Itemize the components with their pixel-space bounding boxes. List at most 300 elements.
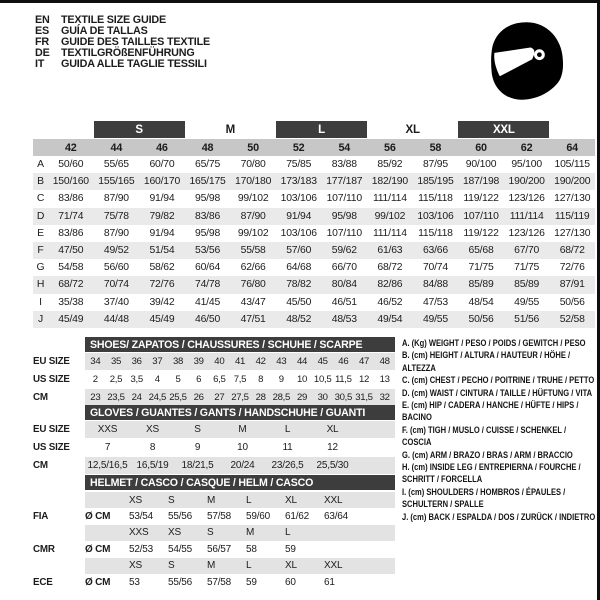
measure-value: 63/66 bbox=[422, 245, 448, 257]
helmet-size: M bbox=[207, 494, 216, 506]
shoes-rows-us-size bbox=[33, 371, 395, 388]
size-value: 37 bbox=[152, 356, 163, 367]
measure-value: 190/200 bbox=[554, 176, 591, 188]
size-value: 29 bbox=[296, 392, 308, 403]
size-value: 6,5 bbox=[213, 374, 226, 385]
measure-value: 66/70 bbox=[331, 262, 357, 274]
legend-item-b: B. (cm) HEIGHT / ALTURA / HAUTEUR / HÖHE / ALTEZZA bbox=[402, 350, 571, 373]
unit-spacer bbox=[85, 492, 129, 508]
textile-size-table bbox=[33, 121, 595, 328]
measure-value: 60/64 bbox=[195, 262, 221, 274]
row-label: US SIZE bbox=[33, 374, 70, 385]
size-value: 30 bbox=[317, 392, 328, 403]
measure-value: 90/100 bbox=[465, 159, 497, 171]
language-row bbox=[35, 59, 210, 70]
helmet-value: 60 bbox=[285, 576, 296, 588]
measure-value: 48/54 bbox=[468, 296, 494, 308]
language-code: FR bbox=[35, 35, 49, 48]
helmet-size: S bbox=[168, 494, 175, 506]
measure-value: 150/160 bbox=[52, 176, 89, 188]
row-values bbox=[85, 457, 395, 474]
measure-value: 87/90 bbox=[103, 227, 129, 239]
size-value: 26 bbox=[193, 392, 204, 403]
legend-item-a: A. (Kg) WEIGHT / PESO / POIDS / GEWITCH / PESO bbox=[402, 338, 586, 348]
size-value: 35 bbox=[110, 356, 122, 367]
measure-value: 76/80 bbox=[240, 279, 266, 291]
helmet-values bbox=[85, 574, 395, 590]
measure-value: 67/70 bbox=[514, 245, 540, 257]
row-label: CM bbox=[33, 460, 48, 471]
measure-value: 103/106 bbox=[280, 227, 317, 239]
measure-value: 190/200 bbox=[508, 176, 545, 188]
row-values bbox=[85, 421, 395, 438]
measure-value: 107/110 bbox=[463, 210, 499, 222]
measure-row-g bbox=[33, 259, 595, 276]
measure-row-d bbox=[33, 208, 595, 225]
measure-value: 41/45 bbox=[195, 296, 221, 308]
helmet-size-row-ece bbox=[33, 558, 395, 574]
measure-value: 78/82 bbox=[286, 279, 312, 291]
measure-value: 155/165 bbox=[98, 176, 135, 188]
language-code: IT bbox=[35, 58, 45, 71]
measure-letter: I bbox=[39, 296, 42, 308]
measure-value: 127/130 bbox=[554, 227, 591, 239]
measure-value: 39/42 bbox=[149, 296, 175, 308]
size-value: 48 bbox=[379, 356, 390, 367]
size-value: 10,5 bbox=[313, 374, 332, 385]
helmet-value: 53 bbox=[129, 576, 140, 588]
gloves-rows bbox=[33, 421, 395, 474]
measure-value: 99/102 bbox=[237, 227, 269, 239]
measure-value: 119/122 bbox=[463, 227, 499, 239]
measure-value: 48/53 bbox=[331, 313, 357, 325]
size-value: 12 bbox=[358, 374, 370, 385]
standard-label: FIA bbox=[33, 511, 49, 523]
helmet-size: L bbox=[246, 494, 252, 506]
measure-value: 54/58 bbox=[58, 262, 84, 274]
row-values bbox=[85, 439, 395, 456]
size-value: 42 bbox=[255, 356, 266, 367]
shoes-section bbox=[33, 337, 395, 406]
helmet-value-row-fia bbox=[33, 508, 395, 524]
numeric-size: 42 bbox=[64, 141, 77, 154]
measure-value: 60/70 bbox=[149, 159, 175, 171]
standard-label: ECE bbox=[33, 576, 53, 588]
measure-value: 83/86 bbox=[58, 193, 84, 205]
size-group-bars bbox=[33, 121, 595, 138]
helmet-value: 55/56 bbox=[168, 576, 193, 588]
measure-value: 58/62 bbox=[149, 262, 175, 274]
measure-value: 47/50 bbox=[58, 245, 84, 257]
measure-value: 111/114 bbox=[372, 193, 407, 205]
helmet-value: 59/60 bbox=[246, 511, 271, 523]
helmet-size-labels bbox=[85, 525, 395, 541]
measure-value: 49/52 bbox=[103, 245, 129, 257]
measure-value: 49/55 bbox=[514, 296, 540, 308]
numeric-size: 44 bbox=[110, 141, 123, 154]
helmet-size bbox=[324, 525, 363, 541]
measure-row-f bbox=[33, 242, 595, 259]
measure-letter: G bbox=[36, 262, 45, 274]
measure-value: 85/89 bbox=[514, 279, 540, 291]
measure-value: 127/130 bbox=[554, 193, 591, 205]
measure-value: 95/98 bbox=[195, 227, 221, 239]
measure-value: 87/90 bbox=[240, 210, 266, 222]
measure-value: 111/114 bbox=[372, 227, 407, 239]
measure-value: 74/78 bbox=[195, 279, 221, 291]
measure-value: 79/82 bbox=[149, 210, 175, 222]
diameter-unit: Ø CM bbox=[85, 543, 111, 555]
measure-value: 70/74 bbox=[422, 262, 448, 274]
helmet-size: L bbox=[246, 560, 252, 572]
measure-value: 95/100 bbox=[511, 159, 542, 171]
size-value: 10 bbox=[296, 374, 308, 385]
size-value: 8 bbox=[149, 442, 156, 453]
gloves-rows-cm bbox=[33, 457, 395, 474]
size-value: S bbox=[194, 424, 201, 435]
helmet-size: XXL bbox=[324, 560, 343, 572]
row-values bbox=[85, 371, 395, 388]
size-group-l: L bbox=[276, 121, 367, 138]
row-label-empty bbox=[33, 525, 85, 541]
shoes-rows-cm bbox=[33, 389, 395, 406]
standard-label: CMR bbox=[33, 543, 55, 555]
numeric-size: 54 bbox=[338, 141, 351, 154]
helmet-size: S bbox=[168, 560, 175, 572]
helmet-size: XS bbox=[129, 494, 142, 506]
numeric-size: 46 bbox=[156, 141, 168, 154]
row-values bbox=[85, 389, 395, 406]
helmet-size: XXS bbox=[129, 527, 149, 539]
measure-value: 68/72 bbox=[377, 262, 403, 274]
size-value: L bbox=[284, 424, 291, 435]
helmet-size: M bbox=[246, 527, 255, 539]
measure-value: 91/94 bbox=[149, 193, 175, 205]
measure-value: 75/85 bbox=[286, 159, 312, 171]
size-value: 7 bbox=[104, 442, 111, 453]
measure-value: 177/187 bbox=[326, 176, 363, 188]
helmet-value-row-ece bbox=[33, 574, 395, 590]
measure-value: 62/66 bbox=[240, 262, 266, 274]
shoes-rows bbox=[33, 353, 395, 406]
row-values bbox=[85, 353, 395, 370]
measure-value: 103/106 bbox=[280, 193, 317, 205]
helmet-value: 56/57 bbox=[207, 543, 232, 555]
size-value: 25,5/30 bbox=[316, 460, 349, 471]
measure-value: 95/98 bbox=[331, 210, 357, 222]
measure-value: 46/50 bbox=[195, 313, 221, 325]
size-value: 30,5 bbox=[334, 392, 353, 403]
helmet-value: 53/54 bbox=[129, 511, 154, 523]
legend-item-g: G. (cm) ARM / BRAZO / BRAS / ARM / BRACCIO bbox=[402, 449, 573, 460]
measure-value: 115/118 bbox=[418, 227, 453, 239]
size-value: 27,5 bbox=[231, 392, 249, 403]
measure-row-a bbox=[33, 156, 595, 173]
measure-value: 47/53 bbox=[422, 296, 448, 308]
helmet-size: XS bbox=[129, 560, 142, 572]
size-value: 25,5 bbox=[169, 392, 187, 403]
size-group-xxl: XXL bbox=[458, 121, 549, 138]
size-value: 7,5 bbox=[233, 374, 247, 385]
size-value: 9 bbox=[194, 442, 201, 453]
helmet-size: XL bbox=[285, 494, 297, 506]
size-value: 23 bbox=[90, 392, 101, 403]
measure-value: 70/74 bbox=[103, 279, 129, 291]
measure-value: 99/102 bbox=[374, 210, 406, 222]
size-value: 2,5 bbox=[109, 374, 123, 385]
helmet-value: 61 bbox=[324, 576, 335, 588]
measure-value: 83/88 bbox=[331, 159, 357, 171]
measure-value: 45/49 bbox=[58, 313, 84, 325]
helmet-value: 55/56 bbox=[168, 511, 193, 523]
size-value: 24 bbox=[131, 392, 142, 403]
measure-value: 68/72 bbox=[58, 279, 84, 291]
measure-value: 44/48 bbox=[103, 313, 129, 325]
size-value: M bbox=[238, 424, 247, 435]
size-value: XXS bbox=[97, 424, 118, 435]
measure-value: 70/80 bbox=[240, 159, 266, 171]
size-value: 18/21,5 bbox=[181, 460, 214, 471]
row-label: EU SIZE bbox=[33, 356, 70, 367]
legend-item-d: D. (cm) WAIST / CINTURA / TAILLE / HÜFTUNG / VITA bbox=[402, 387, 593, 398]
language-row bbox=[35, 36, 210, 47]
measure-row-c bbox=[33, 190, 595, 207]
helmet-value: 54/55 bbox=[168, 543, 193, 555]
size-value: 5 bbox=[175, 374, 181, 385]
measure-value: 65/68 bbox=[468, 245, 494, 257]
language-row bbox=[35, 25, 210, 36]
measure-value: 83/86 bbox=[195, 210, 221, 222]
size-group-xl: XL bbox=[405, 123, 420, 136]
gloves-rows-us-size bbox=[33, 439, 395, 456]
measure-letter: A bbox=[37, 159, 44, 171]
row-label-empty bbox=[33, 558, 85, 574]
measure-value: 72/76 bbox=[149, 279, 175, 291]
measure-value: 46/51 bbox=[331, 296, 357, 308]
measure-value: 85/92 bbox=[377, 159, 403, 171]
helmet-size: XXL bbox=[324, 494, 343, 506]
numeric-size: 56 bbox=[384, 141, 396, 154]
size-value: 8 bbox=[258, 374, 264, 385]
helmet-value: 59 bbox=[246, 576, 257, 588]
size-value: 12,5/16,5 bbox=[87, 460, 128, 471]
row-label: US SIZE bbox=[33, 442, 70, 453]
size-value: 27 bbox=[214, 392, 225, 403]
helmet-size: S bbox=[207, 527, 214, 539]
measure-value: 160/170 bbox=[143, 176, 181, 188]
helmet-value: 61/62 bbox=[285, 511, 310, 523]
shoes-rows-eu-size bbox=[33, 353, 395, 370]
measure-value: 53/56 bbox=[195, 245, 221, 257]
unit-spacer bbox=[85, 525, 129, 541]
helmet-size: L bbox=[285, 527, 291, 539]
legend-item-h: H. (cm) INSIDE LEG / ENTREPIERNA / FOURCHE / SCHRITT / FORCELLA bbox=[402, 462, 581, 485]
measure-value: 45/50 bbox=[286, 296, 312, 308]
helmet-value: 52/53 bbox=[129, 543, 154, 555]
measure-value: 107/110 bbox=[326, 193, 362, 205]
size-value: 2 bbox=[92, 374, 98, 385]
size-value: 28 bbox=[255, 392, 266, 403]
gloves-section bbox=[33, 405, 395, 474]
measure-value: 91/94 bbox=[286, 210, 312, 222]
size-value: 6 bbox=[196, 374, 202, 385]
numeric-size: 60 bbox=[475, 141, 487, 154]
legend-item-i: I. (cm) SHOULDERS / HOMBROS / ÉPAULES / SCHULTERN / SPALLE bbox=[402, 486, 566, 510]
diameter-unit: Ø CM bbox=[85, 511, 111, 523]
helmet-value: 63/64 bbox=[324, 511, 349, 523]
size-value: 9 bbox=[278, 374, 284, 385]
measurement-legend bbox=[402, 337, 597, 523]
size-value: 11 bbox=[282, 442, 293, 453]
size-value: 23/26,5 bbox=[271, 460, 304, 471]
measure-value: 99/102 bbox=[237, 193, 269, 205]
helmet-size: XL bbox=[285, 560, 297, 572]
size-value: 38 bbox=[172, 356, 184, 367]
measure-value: 123/126 bbox=[508, 193, 545, 205]
measure-value: 35/38 bbox=[58, 296, 84, 308]
size-value: 28,5 bbox=[272, 392, 291, 403]
measure-value: 55/58 bbox=[240, 245, 266, 257]
numeric-size: 64 bbox=[566, 141, 578, 154]
size-value: 46 bbox=[338, 356, 349, 367]
language-code: EN bbox=[35, 13, 50, 26]
legend-item-j: J. (cm) BACK / ESPALDA / DOS / ZURÜCK / INDIETRO bbox=[402, 511, 596, 522]
measure-letter: C bbox=[36, 193, 45, 205]
measure-value: 47/51 bbox=[240, 313, 266, 325]
numeric-size: 48 bbox=[201, 141, 214, 154]
measure-value: 52/58 bbox=[559, 313, 585, 325]
measure-value: 51/54 bbox=[149, 245, 175, 257]
measure-value: 64/68 bbox=[286, 262, 312, 274]
measure-value: 56/60 bbox=[103, 262, 129, 274]
measure-value: 49/55 bbox=[422, 313, 448, 325]
size-value: 16,5/19 bbox=[136, 460, 169, 471]
measure-value: 87/91 bbox=[559, 279, 585, 291]
size-value: 34 bbox=[90, 356, 101, 367]
measure-value: 85/89 bbox=[468, 279, 494, 291]
size-value: 31,5 bbox=[355, 392, 373, 403]
helmet-size: XS bbox=[168, 527, 181, 539]
language-title-text: GUIDE DES TAILLES TEXTILE bbox=[61, 35, 210, 48]
helmet-rows bbox=[33, 492, 395, 590]
measure-value: 71/74 bbox=[58, 210, 84, 222]
measure-value: 72/76 bbox=[559, 262, 585, 274]
measure-value: 87/95 bbox=[422, 159, 448, 171]
measure-row-h bbox=[33, 276, 595, 293]
language-row bbox=[35, 14, 210, 25]
measure-value: 170/180 bbox=[235, 176, 272, 188]
row-label: EU SIZE bbox=[33, 424, 70, 435]
legend-item-e: E. (cm) HIP / CADERA / HANCHE / HÜFTE / HIPS / BACINO bbox=[402, 400, 579, 423]
size-value: 47 bbox=[358, 356, 370, 367]
measure-row-e bbox=[33, 225, 595, 242]
size-value: 32 bbox=[379, 392, 390, 403]
helmet-value: 59 bbox=[285, 543, 296, 555]
measure-value: 50/56 bbox=[468, 313, 494, 325]
size-value: 11,5 bbox=[334, 374, 352, 385]
measure-value: 71/75 bbox=[468, 262, 494, 274]
measure-value: 82/86 bbox=[377, 279, 403, 291]
measure-value: 111/114 bbox=[509, 210, 544, 222]
measure-value: 105/115 bbox=[554, 159, 590, 171]
language-title-text: TEXTILE SIZE GUIDE bbox=[61, 13, 166, 26]
language-title-list bbox=[35, 14, 210, 70]
size-value: 24,5 bbox=[148, 392, 167, 403]
measure-letter: D bbox=[36, 210, 45, 222]
size-value: 3,5 bbox=[130, 374, 143, 385]
helmet-size-labels bbox=[85, 558, 395, 574]
diameter-unit: Ø CM bbox=[85, 576, 111, 588]
measure-value: 182/190 bbox=[371, 176, 408, 188]
size-value: 41 bbox=[234, 356, 246, 367]
numeric-size-row bbox=[33, 139, 595, 156]
numeric-size: 62 bbox=[520, 141, 533, 154]
size-value: 36 bbox=[131, 356, 142, 367]
measure-value: 185/195 bbox=[417, 176, 454, 188]
size-value: 44 bbox=[296, 356, 308, 367]
helmet-value-row-cmr bbox=[33, 541, 395, 557]
size-value: 43 bbox=[276, 356, 287, 367]
measure-value: 115/118 bbox=[418, 193, 453, 205]
unit-spacer bbox=[85, 558, 129, 574]
measure-letter: E bbox=[37, 227, 44, 239]
measure-row-b bbox=[33, 173, 595, 190]
size-value: 40 bbox=[214, 356, 225, 367]
size-value: XS bbox=[146, 424, 159, 435]
measure-value: 107/110 bbox=[326, 227, 362, 239]
gloves-rows-eu-size bbox=[33, 421, 395, 438]
measure-value: 37/40 bbox=[103, 296, 129, 308]
measure-value: 65/75 bbox=[195, 159, 221, 171]
measure-value: 71/75 bbox=[514, 262, 540, 274]
measure-row-i bbox=[33, 294, 595, 311]
helmet-value: 57/58 bbox=[207, 576, 232, 588]
helmet-value bbox=[324, 541, 363, 557]
corner-cell bbox=[33, 139, 48, 156]
helmet-values bbox=[85, 508, 395, 524]
measure-value: 115/119 bbox=[554, 210, 590, 222]
helmet-value: 58 bbox=[246, 543, 257, 555]
measure-letter: H bbox=[36, 279, 45, 291]
language-title-text: GUIDA ALLE TAGLIE TESSILI bbox=[61, 58, 207, 71]
helmet-size-row-cmr bbox=[33, 525, 395, 541]
size-value: XL bbox=[326, 424, 339, 435]
measure-row-j bbox=[33, 311, 595, 328]
measure-value: 83/86 bbox=[58, 227, 84, 239]
measure-value: 49/54 bbox=[377, 313, 403, 325]
helmet-values bbox=[85, 541, 395, 557]
size-value: 23,5 bbox=[107, 392, 125, 403]
measure-value: 50/60 bbox=[58, 159, 84, 171]
helmet-size-labels bbox=[85, 492, 395, 508]
top-border-line bbox=[0, 0, 600, 3]
measure-value: 173/183 bbox=[280, 176, 317, 188]
measure-value: 119/122 bbox=[463, 193, 499, 205]
measure-value: 95/98 bbox=[195, 193, 221, 205]
helmet-section bbox=[33, 475, 395, 590]
measure-value: 48/52 bbox=[286, 313, 312, 325]
measure-value: 57/60 bbox=[286, 245, 312, 257]
measure-letter: B bbox=[37, 176, 44, 188]
measure-value: 43/47 bbox=[240, 296, 266, 308]
size-value: 10 bbox=[237, 442, 248, 453]
measure-value: 59/62 bbox=[331, 245, 357, 257]
measure-value: 103/106 bbox=[417, 210, 454, 222]
measure-letter: J bbox=[38, 313, 43, 325]
measure-value: 187/198 bbox=[462, 176, 500, 188]
size-group-m: M bbox=[225, 123, 236, 136]
row-label: CM bbox=[33, 392, 48, 403]
